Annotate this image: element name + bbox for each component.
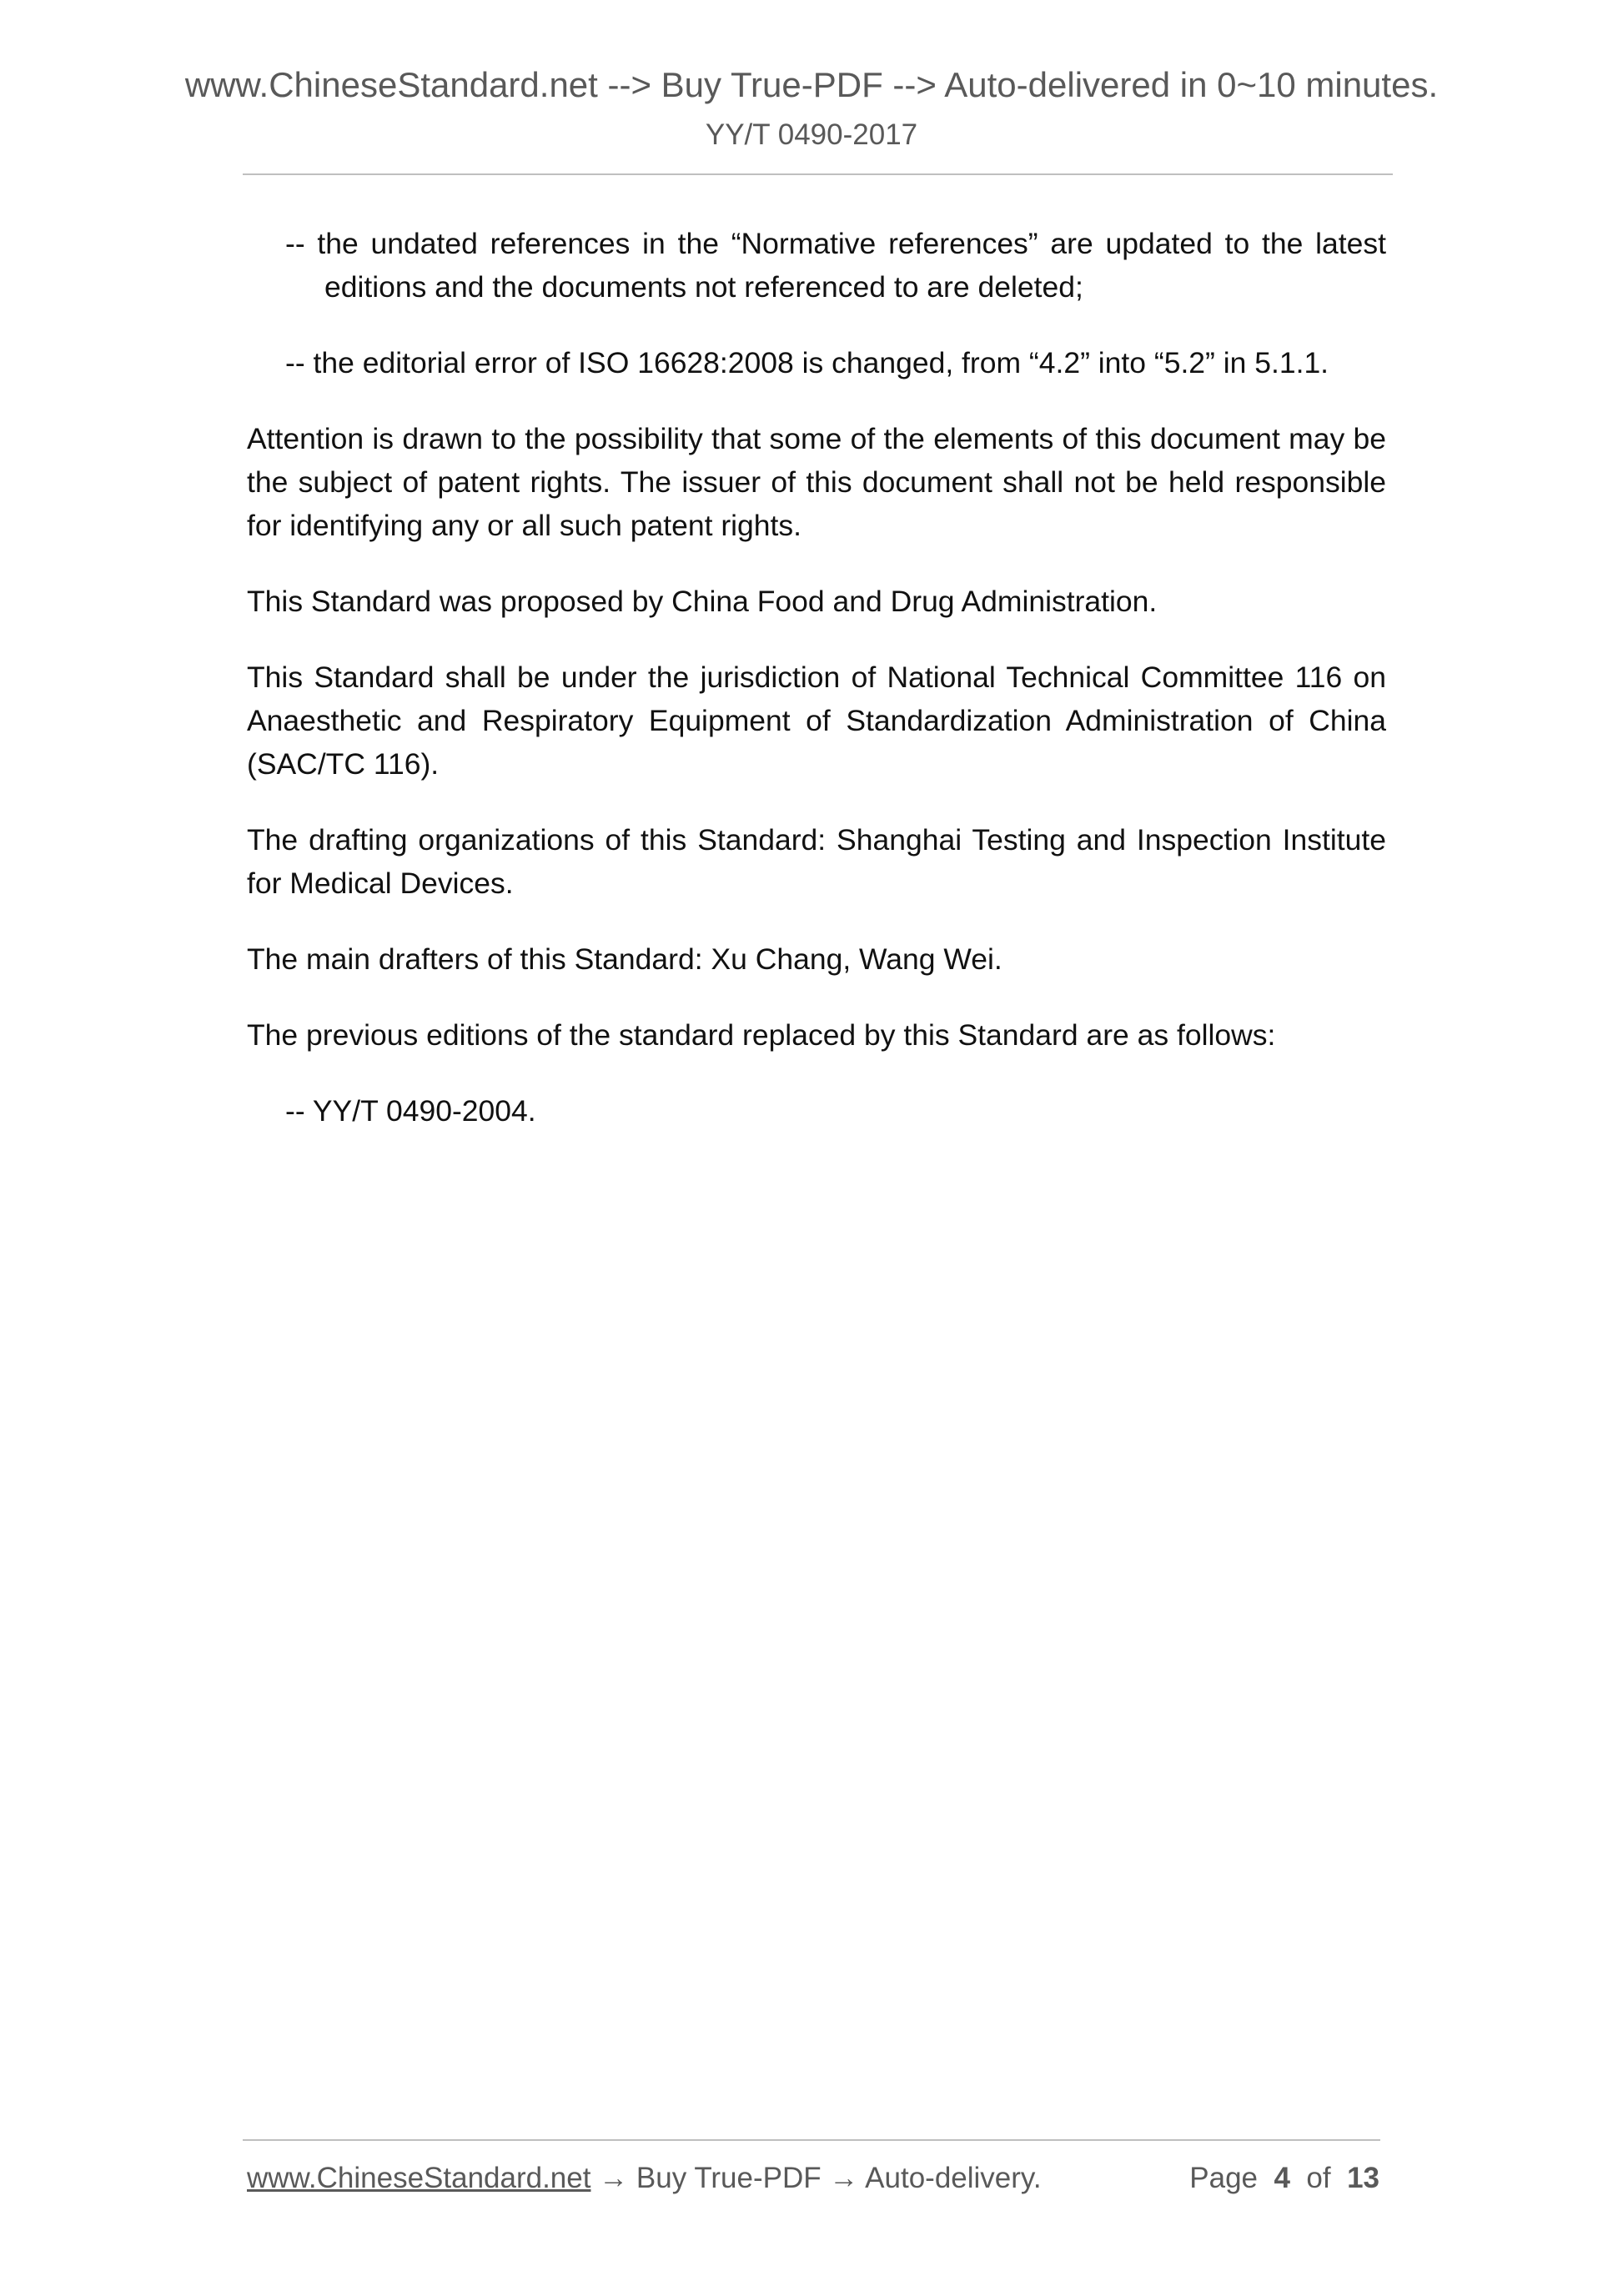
header-divider [243, 173, 1393, 175]
page-label: Page [1189, 2162, 1259, 2194]
list-item-previous-edition: -- YY/T 0490-2004. [285, 1094, 536, 1128]
paragraph-drafting-organizations: The drafting organizations of this Standard: Shanghai Testing and Inspection Institute for Medical Devices. [247, 823, 1386, 900]
header-standard-id: YY/T 0490-2017 [705, 118, 918, 151]
document-body [247, 222, 1386, 1165]
footer-promo-text: → Buy True-PDF → Auto-delivery. [590, 2162, 1042, 2194]
page-total: 13 [1347, 2162, 1379, 2194]
paragraph-jurisdiction: This Standard shall be under the jurisdiction of National Technical Committee 116 on Anaesthetic and Respiratory Equipment of Standardization Administration of China (SAC/TC 116). [247, 661, 1386, 781]
of-label: of [1306, 2162, 1331, 2194]
paragraph-proposed-by: This Standard was proposed by China Food and Drug Administration. [247, 585, 1158, 618]
paragraph-patent-notice: Attention is drawn to the possibility that some of the elements of this document may be the subject of patent rights. The issuer of this document shall not be held responsible for identifying any or all such patent rights. [247, 422, 1386, 542]
page-current: 4 [1274, 2162, 1290, 2194]
paragraph-main-drafters: The main drafters of this Standard: Xu Chang, Wang Wei. [247, 942, 1002, 976]
footer-site-link[interactable]: www.ChineseStandard.net [247, 2162, 591, 2194]
list-item-undated-references: -- the undated references in the “Normative references” are updated to the latest editions and the documents not referenced to are deleted; [285, 227, 1386, 304]
footer-promo [247, 2162, 1042, 2195]
paragraph-previous-editions: The previous editions of the standard replaced by this Standard are as follows: [247, 1018, 1276, 1052]
page-number [1189, 2162, 1379, 2195]
footer-divider [243, 2139, 1380, 2141]
list-item-editorial-error: -- the editorial error of ISO 16628:2008 is changed, from “4.2” into “5.2” in 5.1.1. [285, 346, 1329, 379]
header-promo-link[interactable]: www.ChineseStandard.net --> Buy True-PDF --> Auto-delivered in 0~10 minutes. [184, 65, 1439, 104]
